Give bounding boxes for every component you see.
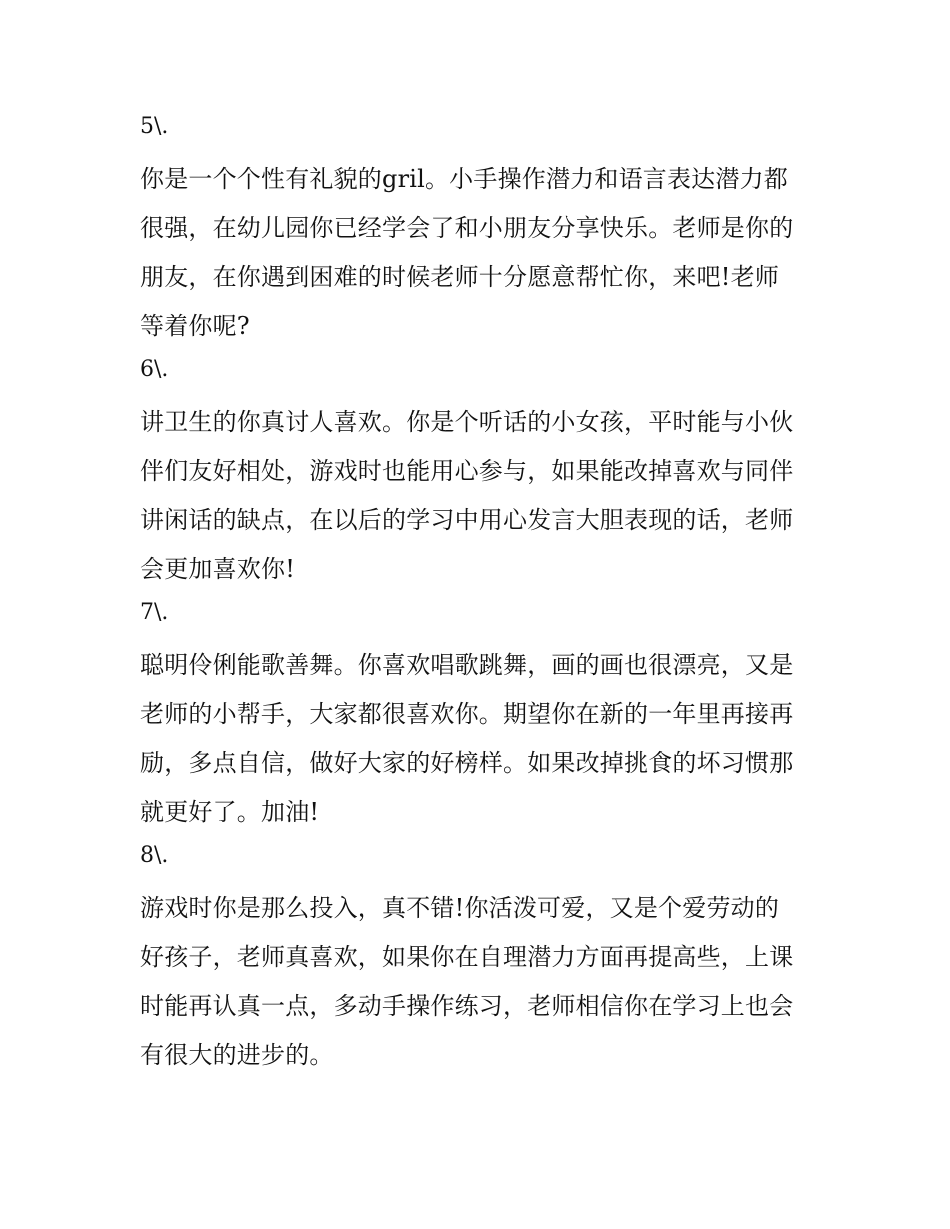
- entry-5: [140, 108, 820, 351]
- entry-8: [140, 837, 820, 1080]
- spacer: [140, 875, 820, 884]
- entry-body: [140, 398, 820, 594]
- text-line: 游戏时你是那么投入，真不错!你活泼可爱，又是个爱劳动的: [140, 894, 780, 922]
- entry-body: [140, 641, 820, 837]
- text-line: 等着你呢?: [140, 312, 250, 340]
- text-line: 有很大的进步的。: [140, 1041, 334, 1069]
- entry-body: [140, 884, 820, 1080]
- text-line: 会更加喜欢你!: [140, 555, 296, 583]
- text-line: 伴们友好相处，游戏时也能用心参与，如果能改掉喜欢与同伴: [140, 457, 794, 485]
- entry-7: [140, 594, 820, 837]
- text-line: 你是一个个性有礼貌的gril。小手操作潜力和语言表达潜力都: [140, 165, 788, 193]
- entry-number: 5\.: [140, 114, 169, 139]
- entry-number: 6\.: [140, 357, 169, 382]
- entry-number: 7\.: [140, 600, 169, 625]
- entry-6: [140, 351, 820, 594]
- text-line: 朋友，在你遇到困难的时候老师十分愿意帮忙你，来吧!老师: [140, 263, 780, 291]
- text-line: 讲闲话的缺点，在以后的学习中用心发言大胆表现的话，老师: [140, 506, 794, 534]
- text-line: 老师的小帮手，大家都很喜欢你。期望你在新的一年里再接再: [140, 700, 794, 728]
- text-line: 时能再认真一点，多动手操作练习，老师相信你在学习上也会: [140, 992, 794, 1020]
- document-page: [140, 108, 820, 1080]
- entry-number: 8\.: [140, 843, 169, 868]
- spacer: [140, 146, 820, 155]
- text-line: 很强，在幼儿园你已经学会了和小朋友分享快乐。老师是你的: [140, 214, 794, 242]
- spacer: [140, 389, 820, 398]
- entry-body: [140, 155, 820, 351]
- text-line: 聪明伶俐能歌善舞。你喜欢唱歌跳舞，画的画也很漂亮，又是: [140, 651, 794, 679]
- spacer: [140, 632, 820, 641]
- text-line: 就更好了。加油!: [140, 798, 320, 826]
- text-line: 励，多点自信，做好大家的好榜样。如果改掉挑食的坏习惯那: [140, 749, 794, 777]
- text-line: 好孩子，老师真喜欢，如果你在自理潜力方面再提高些，上课: [140, 943, 794, 971]
- text-line: 讲卫生的你真讨人喜欢。你是个听话的小女孩，平时能与小伙: [140, 408, 794, 436]
